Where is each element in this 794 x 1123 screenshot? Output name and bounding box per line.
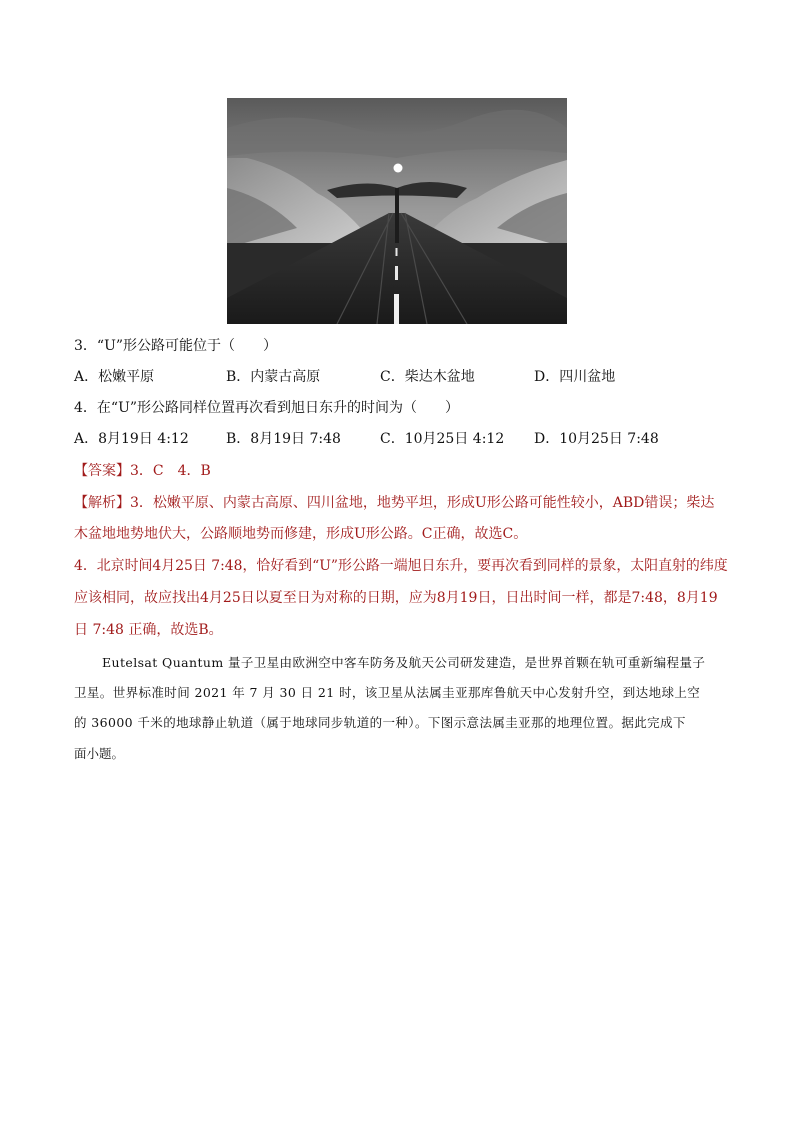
question-3-option-b: B．内蒙古高原	[226, 369, 321, 385]
question-4-option-c: C．10月25日 4:12	[380, 431, 505, 447]
question-4-stem: 4．在“U”形公路同样位置再次看到旭日东升的时间为（ ）	[74, 400, 460, 416]
question-3-stem: 3．“U”形公路可能位于（ ）	[74, 338, 278, 354]
analysis-text-1: 3．松嫩平原、内蒙古高原、四川盆地，地势平坦，形成U形公路可能性较小，ABD错误；柴达	[130, 495, 715, 511]
passage-line-1: Eutelsat Quantum 量子卫星由欧洲空中客车防务及航天公司研发建造，是世界首颗在轨可重新编程量子	[102, 655, 706, 670]
question-3-option-d: D．四川盆地	[534, 369, 616, 385]
analysis-label: 【解析】	[74, 495, 130, 511]
answer-label: 【答案】	[74, 463, 130, 479]
question-3-option-c: C．柴达木盆地	[380, 369, 475, 385]
passage-line-2: 卫星。世界标准时间 2021 年 7 月 30 日 21 时，该卫星从法属圭亚那库鲁航天中心发射升空，到达地球上空	[74, 685, 701, 700]
analysis-line-1	[74, 493, 714, 513]
answer-text: 3．C 4．B	[130, 463, 211, 479]
analysis-line-3: 4．北京时间4月25日 7:48，恰好看到“U”形公路一端旭日东升，要再次看到同样的景象，太阳直射的纬度	[74, 558, 728, 574]
analysis-line-5: 日 7:48 正确，故选B。	[74, 622, 223, 638]
question-4-option-b: B．8月19日 7:48	[226, 431, 341, 447]
passage-line-4: 面小题。	[74, 746, 125, 761]
u-shaped-road-photo	[227, 98, 567, 324]
question-4-option-d: D．10月25日 7:48	[534, 431, 659, 447]
answer-line	[74, 461, 211, 481]
passage-line-3: 的 36000 千米的地球静止轨道（属于地球同步轨道的一种）。下图示意法属圭亚那的地理位置。据此完成下	[74, 715, 686, 730]
question-4-option-a: A．8月19日 4:12	[74, 431, 189, 447]
analysis-line-4: 应该相同，故应找出4月25日以夏至日为对称的日期，应为8月19日，日出时间一样，都是7:48，8月19	[74, 590, 718, 606]
analysis-line-2: 木盆地地势地伏大，公路顺地势而修建，形成U形公路。C正确，故选C。	[74, 526, 528, 542]
question-3-option-a: A．松嫩平原	[74, 369, 155, 385]
